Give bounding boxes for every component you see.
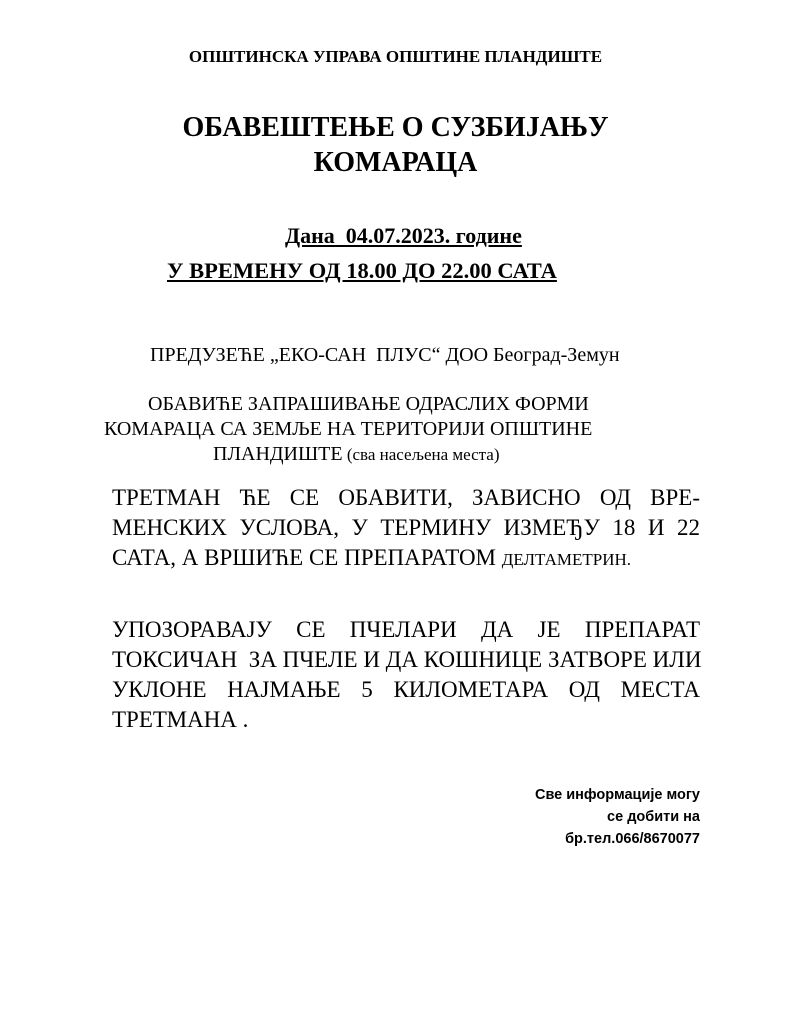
- treatment-line-3: [112, 545, 631, 571]
- contact-phone: бр.тел.066/8670077: [565, 831, 700, 847]
- warning-line-2: ТОКСИЧАН ЗА ПЧЕЛЕ И ДА КОШНИЦЕ ЗАТВОРЕ ИЛИ: [112, 647, 702, 672]
- date-line: Дана 04.07.2023. године: [285, 223, 522, 248]
- company-line: ПРЕДУЗЕЋЕ „ЕКО-САН ПЛУС“ ДОО Београд-Земун: [150, 344, 620, 366]
- warning-line-4: ТРЕТМАНА .: [112, 707, 249, 732]
- action-note: (сва насељена места): [342, 445, 500, 464]
- action-place: ПЛАНДИШТЕ: [213, 443, 343, 465]
- treatment-line-1: ТРЕТМАН ЋЕ СЕ ОБАВИТИ, ЗАВИСНО ОД ВРЕ-: [112, 485, 700, 510]
- header: ОПШТИНСКА УПРАВА ОПШТИНЕ ПЛАНДИШТЕ: [188, 47, 603, 66]
- contact-line-2: се добити на: [607, 809, 700, 825]
- warning-line-3: УКЛОНЕ НАЈМАЊЕ 5 КИЛОМЕТАРА ОД МЕСТА: [112, 677, 700, 702]
- action-line-2: КОМАРАЦА СА ЗЕМЉЕ НА ТЕРИТОРИЈИ ОПШТИНЕ: [104, 418, 593, 440]
- action-line-3: [213, 443, 500, 466]
- product-name: ДЕЛТАМЕТРИН.: [501, 550, 632, 569]
- contact-line-1: Све информације могу: [534, 787, 700, 803]
- title-line-2: КОМАРАЦА: [313, 147, 478, 178]
- treatment-text: САТА, А ВРШИЋЕ СЕ ПРЕПАРАТОМ: [112, 545, 502, 570]
- time-line: У ВРЕМЕНУ ОД 18.00 ДО 22.00 САТА: [167, 258, 557, 283]
- title-line-1: ОБАВЕШТЕЊЕ О СУЗБИЈАЊУ: [182, 112, 609, 143]
- treatment-line-2: МЕНСКИХ УСЛОВА, У ТЕРМИНУ ИЗМЕЂУ 18 И 22: [112, 515, 700, 540]
- action-line-1: ОБАВИЋЕ ЗАПРАШИВАЊЕ ОДРАСЛИХ ФОРМИ: [148, 393, 589, 415]
- warning-line-1: УПОЗОРАВАЈУ СЕ ПЧЕЛАРИ ДА ЈЕ ПРЕПАРАТ: [112, 617, 700, 642]
